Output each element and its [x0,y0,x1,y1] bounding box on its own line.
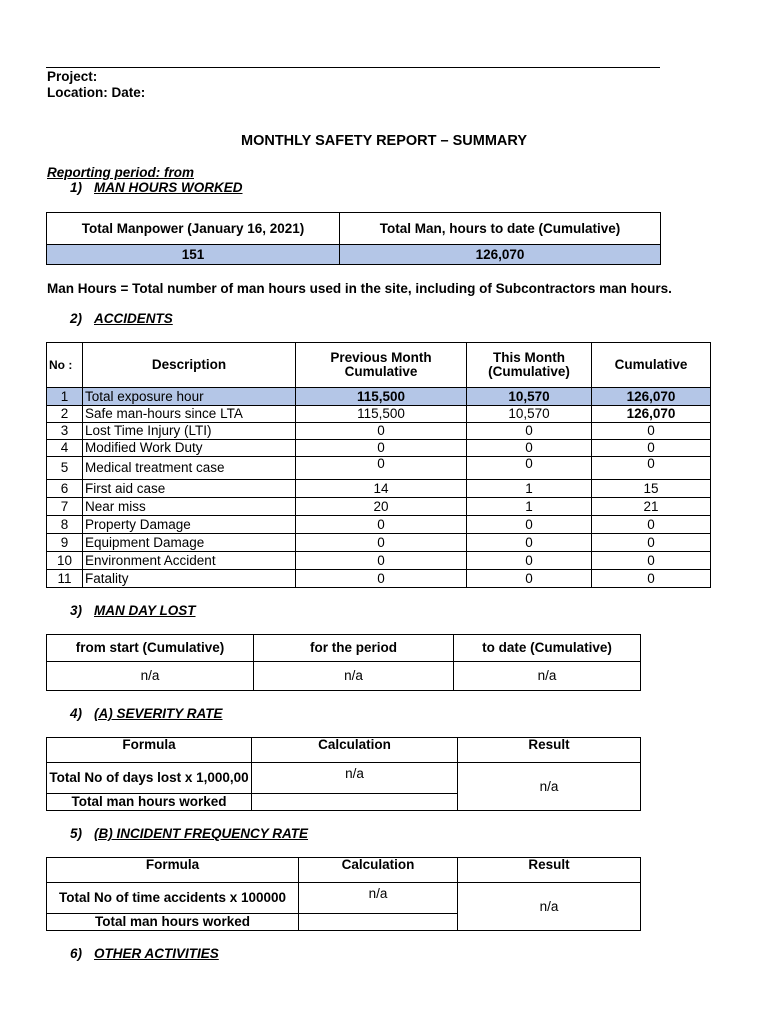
row-description: Lost Time Injury (LTI) [83,423,296,440]
section-1-title: MAN HOURS WORKED [94,180,243,195]
table-row [47,570,711,588]
severity-header-calculation: Calculation [252,738,458,763]
table-row [47,516,711,534]
row-previous: 115,500 [296,388,467,406]
table-row [47,440,711,457]
row-description: Fatality [83,570,296,588]
row-no: 2 [47,406,83,423]
accidents-header-this-month: This Month (Cumulative) [467,343,592,388]
row-no: 3 [47,423,83,440]
section-5-heading [70,826,308,841]
section-5-number: 5) [70,826,83,841]
row-this-month: 10,570 [467,388,592,406]
row-cumulative: 0 [592,534,711,552]
frequency-header-calculation: Calculation [299,858,458,883]
row-no: 9 [47,534,83,552]
reporting-period: Reporting period: from [47,165,194,180]
accidents-header-description: Description [83,343,296,388]
row-previous: 14 [296,480,467,498]
row-this-month: 1 [467,480,592,498]
row-cumulative: 126,070 [592,388,711,406]
row-this-month: 0 [467,440,592,457]
severity-numerator: Total No of days lost x 1,000,00 [47,763,252,794]
row-no: 10 [47,552,83,570]
project-label: Project: [47,69,98,84]
accidents-header-cumulative: Cumulative [592,343,711,388]
row-cumulative: 0 [592,570,711,588]
row-cumulative: 0 [592,552,711,570]
table-row [47,498,711,516]
row-this-month: 0 [467,552,592,570]
man-day-lost-table [46,634,641,691]
man-day-lost-header-period: for the period [254,635,454,662]
page-title: MONTHLY SAFETY REPORT – SUMMARY [240,133,527,149]
man-day-lost-header-to-date: to date (Cumulative) [454,635,641,662]
row-this-month: 0 [467,423,592,440]
section-4-heading [70,706,223,721]
accidents-header-no: No : [47,343,83,388]
row-previous: 0 [296,534,467,552]
row-previous: 0 [296,570,467,588]
row-this-month: 0 [467,570,592,588]
frequency-numerator: Total No of time accidents x 100000 [47,883,299,914]
top-rule [46,67,660,68]
row-no: 7 [47,498,83,516]
table-row [47,388,711,406]
row-previous: 0 [296,457,467,480]
frequency-result: n/a [458,883,641,931]
row-description: First aid case [83,480,296,498]
table-row [47,423,711,440]
man-hours-table [46,212,661,265]
row-previous: 0 [296,516,467,534]
severity-result: n/a [458,763,641,811]
man-hours-manpower-value: 151 [47,245,340,265]
section-4-number: 4) [70,706,83,721]
row-cumulative: 0 [592,516,711,534]
frequency-rate-table [46,857,641,931]
severity-header-result: Result [458,738,641,763]
section-3-number: 3) [70,603,83,618]
row-previous: 115,500 [296,406,467,423]
man-day-lost-header-from-start: from start (Cumulative) [47,635,254,662]
section-1-heading [70,180,243,195]
section-2-title: ACCIDENTS [94,311,173,326]
row-previous: 0 [296,552,467,570]
row-no: 6 [47,480,83,498]
man-day-lost-to-date: n/a [454,662,641,691]
row-this-month: 0 [467,457,592,480]
man-day-lost-from-start: n/a [47,662,254,691]
section-1-number: 1) [70,180,83,195]
row-cumulative: 0 [592,457,711,480]
table-row [47,406,711,423]
row-previous: 20 [296,498,467,516]
man-hours-header-manpower: Total Manpower (January 16, 2021) [47,213,340,245]
row-no: 8 [47,516,83,534]
section-4-title: (A) SEVERITY RATE [94,706,223,721]
row-cumulative: 0 [592,440,711,457]
row-cumulative: 15 [592,480,711,498]
section-3-heading [70,603,196,618]
row-previous: 0 [296,423,467,440]
row-no: 4 [47,440,83,457]
man-hours-header-cumulative: Total Man, hours to date (Cumulative) [340,213,661,245]
row-this-month: 10,570 [467,406,592,423]
section-2-number: 2) [70,311,83,326]
table-row [47,457,711,480]
frequency-header-result: Result [458,858,641,883]
row-this-month: 0 [467,534,592,552]
severity-denominator: Total man hours worked [47,794,252,811]
man-day-lost-period: n/a [254,662,454,691]
row-previous: 0 [296,440,467,457]
accidents-header-previous: Previous Month Cumulative [296,343,467,388]
accidents-table [46,342,711,588]
row-cumulative: 21 [592,498,711,516]
row-description: Equipment Damage [83,534,296,552]
row-no: 11 [47,570,83,588]
frequency-calculation-blank [299,914,458,931]
row-cumulative: 0 [592,423,711,440]
row-description: Environment Accident [83,552,296,570]
frequency-calculation: n/a [299,883,458,914]
row-cumulative: 126,070 [592,406,711,423]
row-this-month: 0 [467,516,592,534]
severity-rate-table [46,737,641,811]
row-description: Property Damage [83,516,296,534]
section-5-title: (B) INCIDENT FREQUENCY RATE [94,826,309,841]
location-date-label: Location: Date: [47,85,146,100]
row-this-month: 1 [467,498,592,516]
section-6-heading [70,946,219,961]
table-row [47,480,711,498]
man-hours-note: Man Hours = Total number of man hours used in the site, including of Subcontractors man hours. [47,281,672,296]
severity-calculation: n/a [252,763,458,794]
severity-header-formula: Formula [47,738,252,763]
section-3-title: MAN DAY LOST [94,603,196,618]
row-description: Near miss [83,498,296,516]
section-6-title: OTHER ACTIVITIES [94,946,219,961]
man-hours-cumulative-value: 126,070 [340,245,661,265]
row-description: Medical treatment case [83,457,296,480]
section-2-heading [70,311,173,326]
section-6-number: 6) [70,946,83,961]
frequency-denominator: Total man hours worked [47,914,299,931]
table-row [47,552,711,570]
row-description: Modified Work Duty [83,440,296,457]
row-description: Total exposure hour [83,388,296,406]
table-row [47,534,711,552]
severity-calculation-blank [252,794,458,811]
row-description: Safe man-hours since LTA [83,406,296,423]
row-no: 1 [47,388,83,406]
row-no: 5 [47,457,83,480]
frequency-header-formula: Formula [47,858,299,883]
